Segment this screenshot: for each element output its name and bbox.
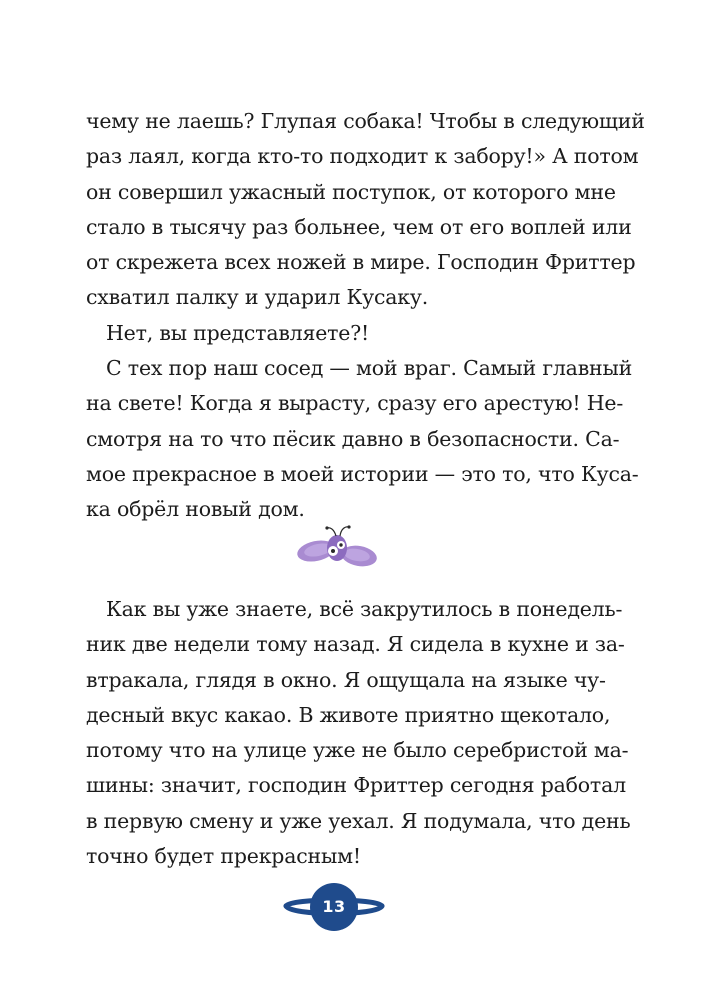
text-line: ник две недели тому назад. Я сидела в кухне и за- (86, 632, 625, 657)
text-line: смотря на то что пёсик давно в безопасности. Са- (86, 426, 620, 451)
text-line: потому что на улице уже не было серебристой ма- (86, 738, 629, 763)
text-line: в первую смену и уже уехал. Я подумала, что день (86, 808, 631, 833)
text-line: стало в тысячу раз больнее, чем от его воплей или (86, 214, 632, 239)
text-line: схватил палку и ударил Кусаку. (86, 285, 429, 310)
text-line: точно будет прекрасным! (86, 844, 361, 869)
text-block-top (86, 104, 645, 528)
page-number-badge (282, 876, 386, 938)
text-block-bottom (86, 592, 631, 874)
text-line: десный вкус какао. В животе приятно щекотало, (86, 702, 611, 727)
text-line: ка обрёл новый дом. (86, 497, 305, 522)
text-line: Как вы уже знаете, всё закрутилось в понедель- (106, 597, 623, 621)
text-line: он совершил ужасный поступок, от которого мне (86, 179, 616, 204)
text-line: Нет, вы представляете?! (106, 320, 370, 345)
moth-icon (296, 518, 378, 578)
text-line: чему не лаешь? Глупая собака! Чтобы в следующий (86, 109, 645, 133)
page-number: 13 (322, 897, 346, 916)
text-line: С тех пор наш сосед — мой враг. Самый главный (106, 356, 633, 381)
text-line: на свете! Когда я вырасту, сразу его арестую! Не- (86, 391, 624, 416)
text-line: мое прекрасное в моей истории — это то, что Куса- (86, 461, 639, 486)
text-line: от скрежета всех ножей в мире. Господин Фриттер (86, 250, 636, 275)
text-line: втракала, глядя в окно. Я ощущала на языке чу- (86, 667, 606, 692)
text-line: раз лаял, когда кто-то подходит к забору!» А потом (86, 144, 639, 169)
text-line: шины: значит, господин Фриттер сегодня работал (86, 773, 626, 798)
